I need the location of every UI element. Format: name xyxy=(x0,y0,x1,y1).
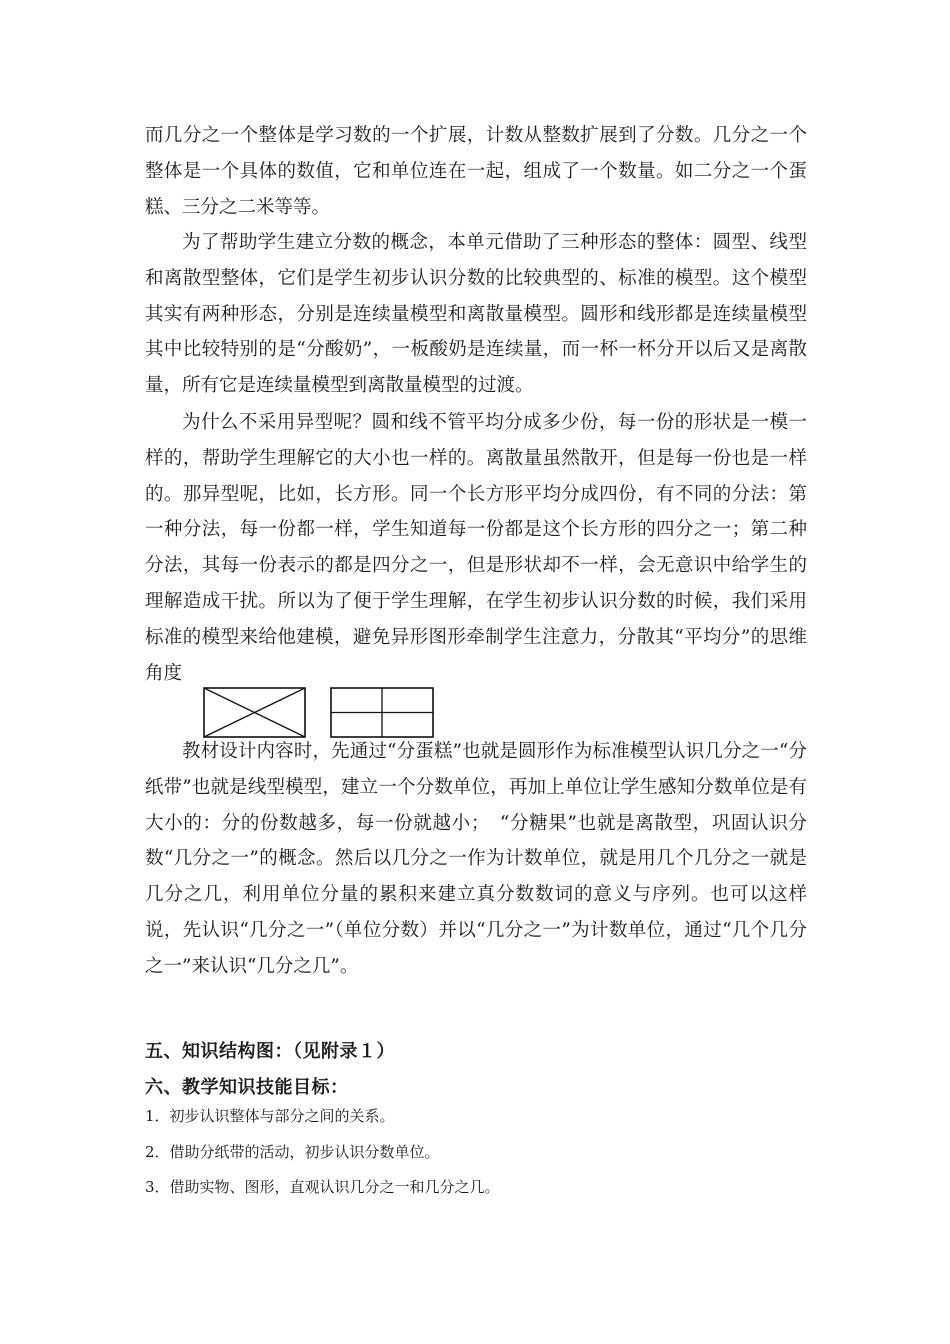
goal-item: 2．借助分纸带的活动，初步认识分数单位。 xyxy=(145,1143,440,1161)
paragraph-three-models: 为了帮助学生建立分数的概念，本单元借助了三种形态的整体：圆型、线型和离散型整体，它们是学生初步认识分数的比较典型的、标准的模型。这个模型其实有两种形态，分别是连续量模型和离散量模型。圆形和线形都是连续量模型其中比较特别的是“分酸奶”，一板酸奶是连续量，而一杯一杯分开以后又是离散量，所有它是连续量模型到离散量模型的过渡。 xyxy=(145,232,807,397)
goal-item: 1．初步认识整体与部分之间的关系。 xyxy=(145,1107,395,1125)
rectangle-diagonal-division-figure xyxy=(203,687,306,738)
goal-item: 3．借助实物、图形，直观认识几分之一和几分之几。 xyxy=(145,1178,500,1196)
paragraph-irregular-shapes: 为什么不采用异型呢？圆和线不管平均分成多少份，每一份的形状是一模一样的，帮助学生理解它的大小也一样的。离散量虽然散开，但是每一份也是一样的。那异型呢，比如，长方形。同一个长方形平均分成四份，有不同的分法：第一种分法，每一份都一样，学生知道每一份都是这个长方形的四分之一；第二种分法，其每一份表示的都是四分之一，但是形状却不一样，会无意识中给学生的理解造成干扰。所以为了便于学生理解，在学生初步认识分数的时候，我们采用标准的模型来给他建模，避免异形图形牵制学生注意力，分散其“平均分”的思维角度 xyxy=(145,412,807,684)
paragraph-textbook-design: 教材设计内容时，先通过“分蛋糕”也就是圆形作为标准模型认识几分之一“分纸带”也就是线型模型，建立一个分数单位，再加上单位让学生感知分数单位是有大小的：分的份数越多，每一份就越小； “分糖果”也就是离散型，巩固认识分数“几分之一”的概念。然后以几分之一作为计数单位，就是用几个几分之一就是几分之几，利用单位分量的累积来建立真分数数词的意义与序列。也可以这样说，先认识“几分之一”（单位分数）并以“几分之一”为计数单位，通过“几个几分之一”来认识“几分之几”。 xyxy=(145,741,807,977)
rectangle-grid-division-figure xyxy=(330,687,434,738)
section-heading-knowledge-structure: 五、知识结构图：（见附录１） xyxy=(145,1041,395,1062)
section-heading-teaching-goals: 六、教学知识技能目标： xyxy=(145,1077,349,1098)
paragraph-whole-extension: 而几分之一个整体是学习数的一个扩展，计数从整数扩展到了分数。几分之一个整体是一个具体的数值，它和单位连在一起，组成了一个数量。如二分之一个蛋糕、三分之二米等等。 xyxy=(145,125,807,218)
